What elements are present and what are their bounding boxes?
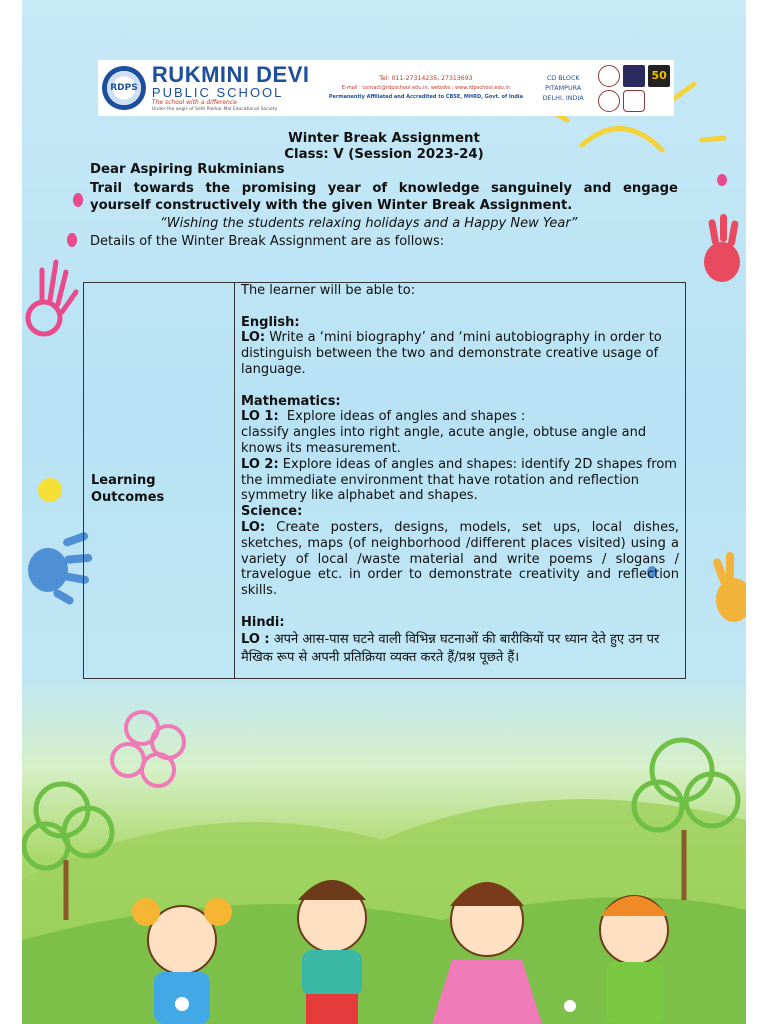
certificate-icon: [623, 65, 645, 87]
contact-block: [324, 74, 529, 102]
english-lo-text: Write a ‘mini biography’ and ‘mini autobiography in order to distinguish between the two and demonstrate creative usage of language.: [241, 330, 662, 377]
science-lo: [241, 520, 679, 599]
math-lo2-text: Explore ideas of angles and shapes: identify 2D shapes from the immediate environment that have rotation and reflection symmetry like alphabet and shapes.: [241, 456, 677, 504]
school-name-block: [151, 61, 312, 113]
address-line: CD BLOCK: [546, 74, 580, 82]
kid-center-left: [298, 880, 366, 1024]
lo-label: LO:: [241, 519, 266, 535]
class-session: Class: V (Session 2023-24): [284, 147, 484, 162]
address-block: [532, 73, 594, 103]
learning-outcomes-table: [83, 282, 686, 679]
intro-paragraph: Trail towards the promising year of knowledge sanguinely and engage yourself constructively with the given Winter Break Assignment.: [90, 181, 678, 213]
details-line: Details of the Winter Break Assignment are as follows:: [90, 234, 445, 249]
contact-telephone: Tel: 011-27314235, 27313693: [379, 75, 473, 82]
address-line: PITAMPURA: [545, 84, 582, 92]
lo-label: LO 2:: [241, 456, 279, 472]
hand-print-pink: [28, 262, 76, 334]
science-heading: Science:: [241, 504, 303, 520]
hand-print-right: [712, 552, 746, 622]
math-heading: Mathematics:: [241, 393, 341, 409]
lo-label: LO:: [241, 330, 266, 346]
hand-print-red: [704, 214, 740, 282]
emblem-icon: [598, 90, 620, 112]
table-label-cell: [84, 283, 235, 678]
holiday-wish: “Wishing the students relaxing holidays and a Happy New Year”: [160, 216, 578, 231]
assignment-title: Winter Break Assignment: [288, 131, 480, 146]
hindi-heading: Hindi:: [241, 614, 285, 630]
table-intro: The learner will be able to:: [241, 283, 416, 298]
award-icon: [623, 90, 645, 112]
greeting: Dear Aspiring Rukminians: [90, 162, 285, 177]
learning-outcomes-label: Learning Outcomes: [91, 472, 165, 505]
contact-email: E-mail : contact@rdpschool.edu.in, website : www.rdpschool.edu.in: [341, 85, 510, 91]
school-letterhead: [98, 60, 674, 116]
seal-icon: [598, 65, 620, 87]
school-logo: RDPS: [102, 66, 146, 110]
english-lo: [241, 330, 679, 377]
science-lo-text: Create posters, designs, models, set ups, local dishes, sketches, maps (of neighborhood /different places visited) using a variety of local /waste material and write poems / slogans / travelogue etc. in order to demonstrate creativity and reflection skills.: [241, 519, 679, 599]
address-line: DELHI, INDIA: [542, 94, 584, 102]
school-subtitle: PUBLIC SCHOOL: [151, 84, 284, 100]
math-lo1: [241, 409, 679, 425]
school-name: RUKMINI DEVI: [151, 61, 310, 87]
flower-doodle: [112, 712, 184, 786]
anniversary-badge: 50: [648, 65, 670, 87]
lo-label: LO 1:: [241, 409, 279, 425]
math-lo1-line: Explore ideas of angles and shapes :: [278, 409, 526, 425]
english-heading: English:: [241, 314, 300, 330]
accreditation-badges: [598, 65, 674, 112]
math-lo2: [241, 457, 679, 504]
hindi-lo-text: अपने आस-पास घटने वाली विभिन्न घटनाओं की बारीकियों पर ध्यान देते हुए उन पर मैखिक रूप से अपनी प्रतिक्रिया व्यक्त करते हैं/प्रश्न पूछते हैं।: [241, 631, 660, 665]
table-content-cell: [235, 283, 685, 678]
school-aegis: Under the aegis of Seth Pokhar Mal Educational Society: [151, 106, 278, 112]
math-lo1-text: classify angles into right angle, acute angle, obtuse angle and knows its measurement.: [241, 425, 647, 456]
hindi-lo: [241, 631, 679, 667]
lo-label: LO :: [241, 631, 270, 647]
school-motto: The school with a difference: [151, 98, 237, 106]
affiliation-text: Permanently Affiliated and Accredited to CBSE, MHRD, Govt. of India: [328, 94, 523, 100]
